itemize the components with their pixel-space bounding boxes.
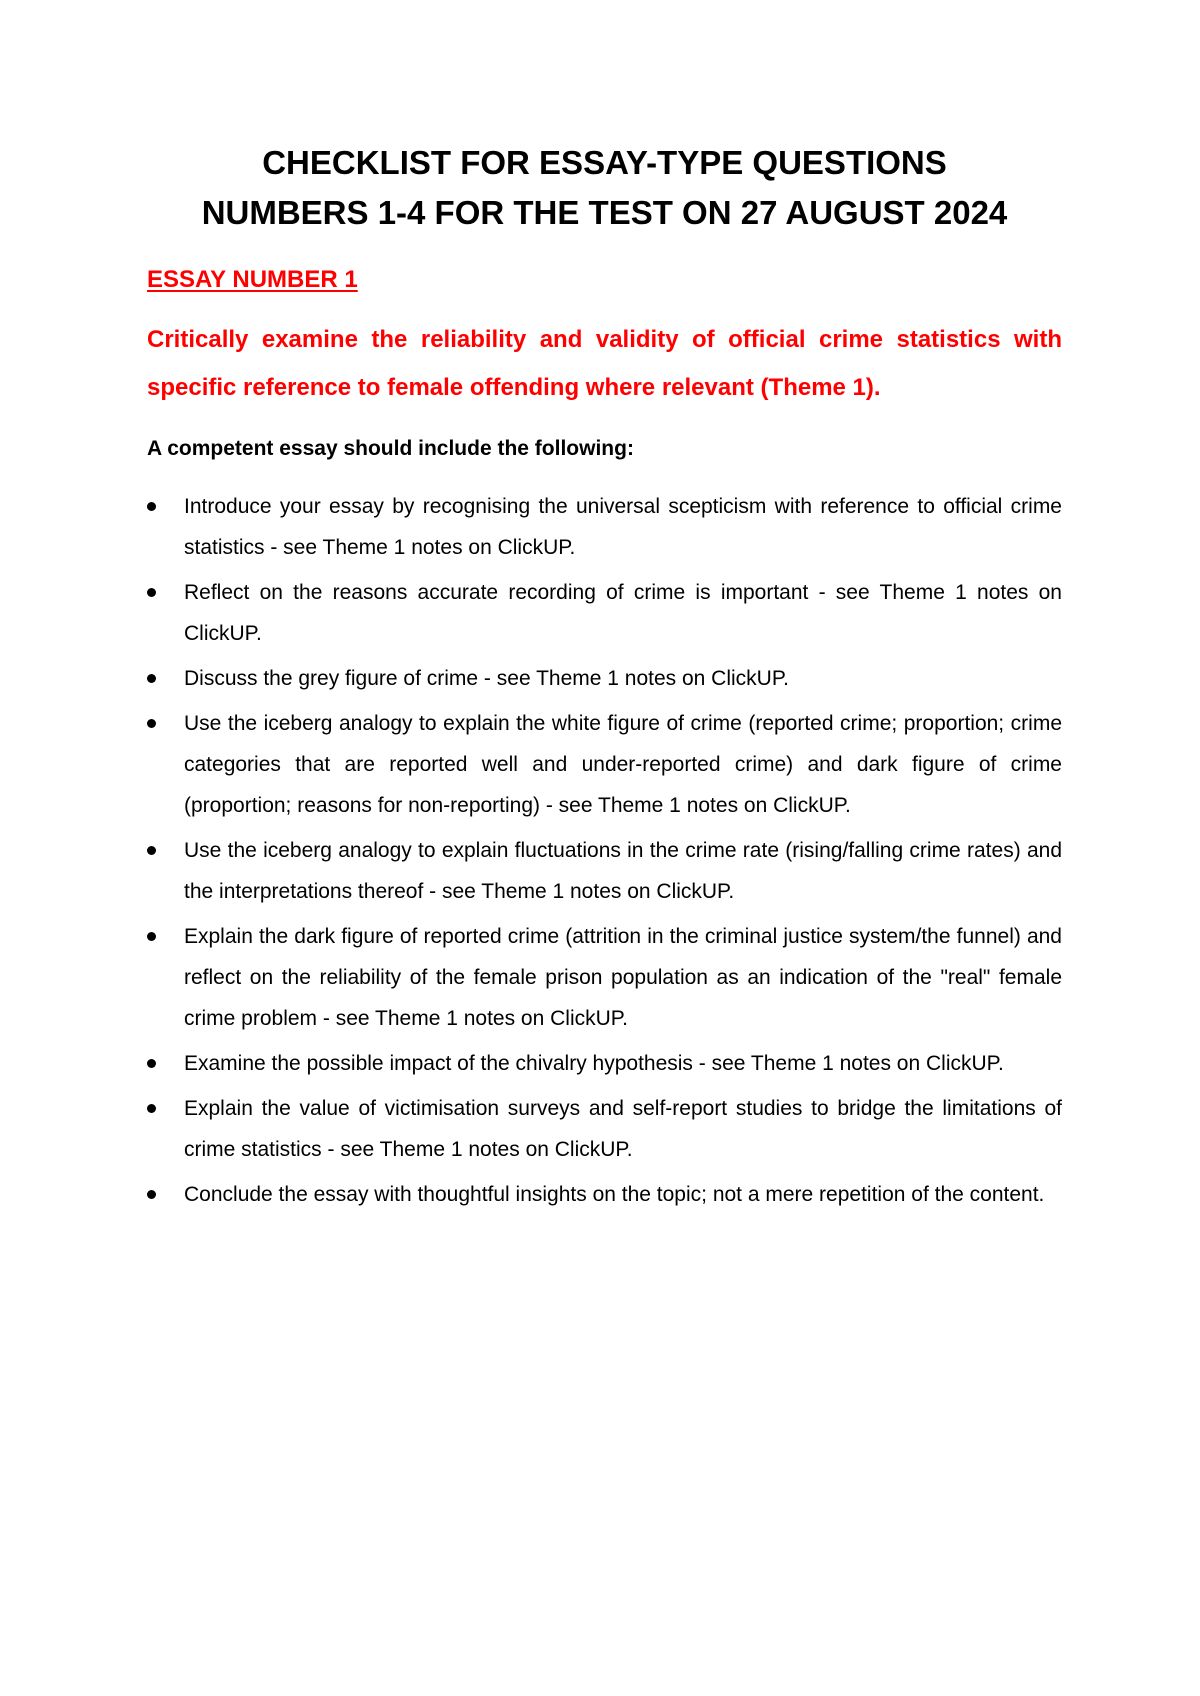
checklist-item-text: Introduce your essay by recognising the universal scepticism with reference to official crime statistics - see Theme 1 notes on ClickUP. (184, 495, 1062, 559)
checklist-item-text: Use the iceberg analogy to explain the white figure of crime (reported crime; proportion; crime categories that are reported well and under-reported crime) and dark figure of crime (proportion; reasons for non-reporting) - see Theme 1 notes on ClickUP. (184, 712, 1062, 817)
bullet-icon (147, 719, 156, 728)
checklist-item-text: Conclude the essay with thoughtful insights on the topic; not a mere repetition of the content. (184, 1183, 1045, 1206)
checklist-item-text: Examine the possible impact of the chivalry hypothesis - see Theme 1 notes on ClickUP. (184, 1052, 1004, 1075)
bullet-icon (147, 1104, 156, 1113)
bullet-icon (147, 1190, 156, 1199)
checklist-item (147, 703, 1062, 826)
checklist-item-text: Discuss the grey figure of crime - see Theme 1 notes on ClickUP. (184, 667, 789, 690)
document-title (147, 138, 1062, 238)
checklist-item-text: Explain the value of victimisation surveys and self-report studies to bridge the limitations of crime statistics - see Theme 1 notes on ClickUP. (184, 1097, 1062, 1161)
checklist-item-text: Use the iceberg analogy to explain fluctuations in the crime rate (rising/falling crime rates) and the interpretations thereof - see Theme 1 notes on ClickUP. (184, 839, 1062, 903)
title-line-2: NUMBERS 1-4 FOR THE TEST ON 27 AUGUST 2024 (201, 194, 1008, 231)
lead-in-text: A competent essay should include the following: (147, 437, 634, 460)
bullet-icon (147, 846, 156, 855)
checklist-item-text: Explain the dark figure of reported crime (attrition in the criminal justice system/the funnel) and reflect on the reliability of the female prison population as an indication of the "real" female crime problem - see Theme 1 notes on ClickUP. (184, 925, 1062, 1030)
checklist-item (147, 1043, 1062, 1084)
checklist-item (147, 486, 1062, 568)
essay-heading: ESSAY NUMBER 1 (147, 266, 358, 293)
checklist-item (147, 830, 1062, 912)
bullet-icon (147, 674, 156, 683)
checklist-item (147, 572, 1062, 654)
checklist-item-text: Reflect on the reasons accurate recording of crime is important - see Theme 1 notes on ClickUP. (184, 581, 1062, 645)
title-line-1: CHECKLIST FOR ESSAY-TYPE QUESTIONS (262, 144, 947, 181)
bullet-icon (147, 932, 156, 941)
checklist-item (147, 658, 1062, 699)
bullet-icon (147, 1059, 156, 1068)
checklist (147, 486, 1062, 1215)
bullet-icon (147, 502, 156, 511)
essay-question: Critically examine the reliability and validity of official crime statistics with specific reference to female offending where relevant (Theme 1). (147, 326, 1062, 401)
checklist-item (147, 1088, 1062, 1170)
checklist-item (147, 1174, 1062, 1215)
bullet-icon (147, 588, 156, 597)
checklist-item (147, 916, 1062, 1039)
document-page (147, 138, 1062, 1219)
